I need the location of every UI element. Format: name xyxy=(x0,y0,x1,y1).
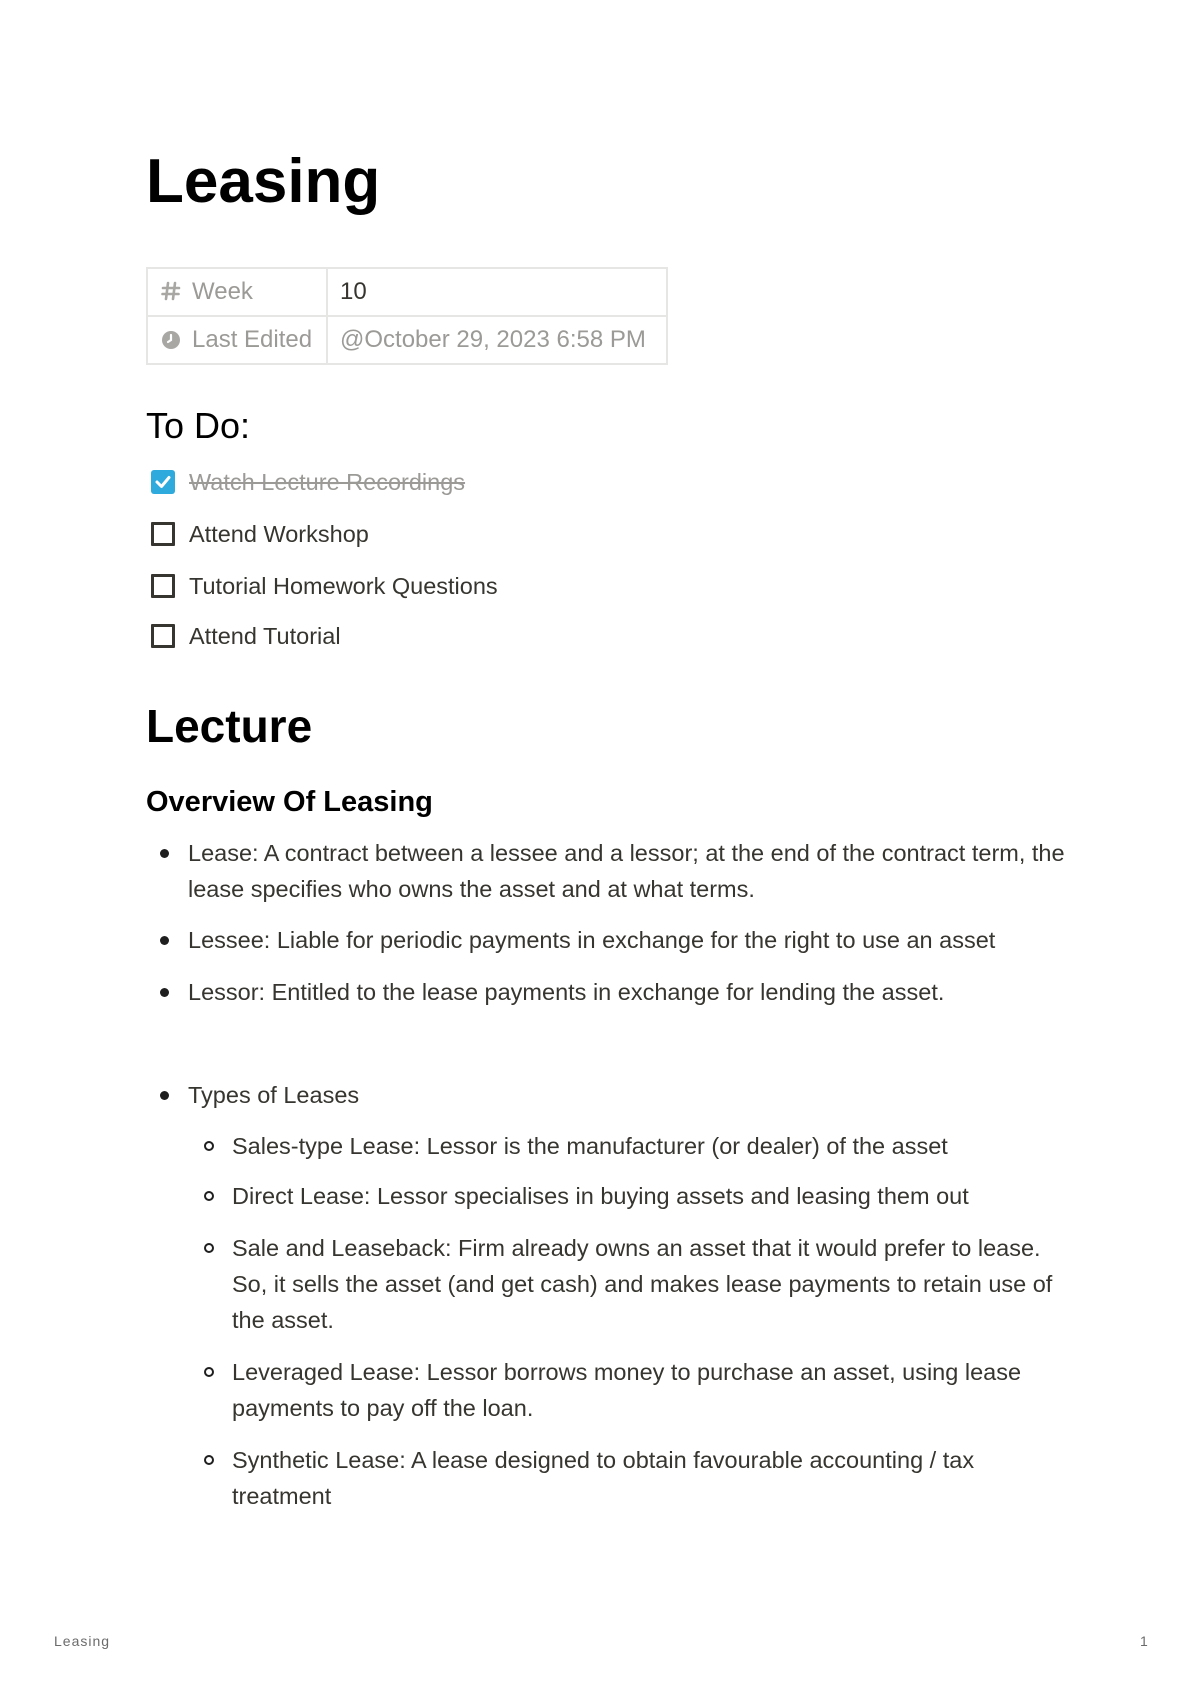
list-item: Sale and Leaseback: Firm already owns an asset that it would prefer to lease. So, it sells the asset (and get cash) and makes lease payments to retain use of the asset. xyxy=(232,1230,1072,1338)
property-name-cell xyxy=(147,268,327,316)
checkbox-unchecked[interactable] xyxy=(151,624,175,648)
property-name: Week xyxy=(192,278,253,305)
footer-page-number: 1 xyxy=(1140,1633,1149,1649)
list-item: Leveraged Lease: Lessor borrows money to purchase an asset, using lease payments to pay off the loan. xyxy=(232,1354,1072,1426)
checkbox-checked[interactable] xyxy=(151,470,175,494)
list-item: Synthetic Lease: A lease designed to obtain favourable accounting / tax treatment xyxy=(232,1442,1072,1514)
checkbox-unchecked[interactable] xyxy=(151,522,175,546)
property-row-week xyxy=(147,268,667,316)
number-icon xyxy=(160,280,182,302)
todo-label: Attend Tutorial xyxy=(189,622,341,649)
todo-label: Watch Lecture Recordings xyxy=(189,468,466,495)
page-title: Leasing xyxy=(146,147,381,216)
property-value-week[interactable]: 10 xyxy=(327,268,667,316)
list-item: Lease: A contract between a lessee and a lessor; at the end of the contract term, the lease specifies who owns the asset and at what terms. xyxy=(188,835,1068,907)
todo-item-tutorial-homework[interactable] xyxy=(146,566,498,606)
lecture-heading: Lecture xyxy=(146,700,313,752)
property-name: Last Edited xyxy=(192,326,313,353)
list-item: Direct Lease: Lessor specialises in buying assets and leasing them out xyxy=(232,1178,1072,1214)
todo-label: Attend Workshop xyxy=(189,520,369,547)
list-item-types-of-leases: Types of Leases xyxy=(188,1077,1068,1113)
check-icon xyxy=(153,472,173,492)
property-row-last-edited xyxy=(147,316,667,364)
property-value-last-edited: @October 29, 2023 6:58 PM xyxy=(327,316,667,364)
todo-heading: To Do: xyxy=(146,405,251,446)
list-item: Sales-type Lease: Lessor is the manufacturer (or dealer) of the asset xyxy=(232,1128,1072,1164)
footer-title: Leasing xyxy=(54,1633,111,1649)
property-name-cell xyxy=(147,316,327,364)
properties-table xyxy=(146,267,668,365)
todo-item-attend-tutorial[interactable] xyxy=(146,616,341,656)
todo-item-watch-lecture[interactable] xyxy=(146,462,465,502)
clock-icon xyxy=(160,328,182,350)
list-item: Lessee: Liable for periodic payments in exchange for the right to use an asset xyxy=(188,922,1068,958)
todo-item-attend-workshop[interactable] xyxy=(146,514,369,554)
overview-subheading: Overview Of Leasing xyxy=(146,786,433,818)
checkbox-unchecked[interactable] xyxy=(151,574,175,598)
list-item: Lessor: Entitled to the lease payments in exchange for lending the asset. xyxy=(188,974,1068,1010)
todo-label: Tutorial Homework Questions xyxy=(189,572,498,599)
